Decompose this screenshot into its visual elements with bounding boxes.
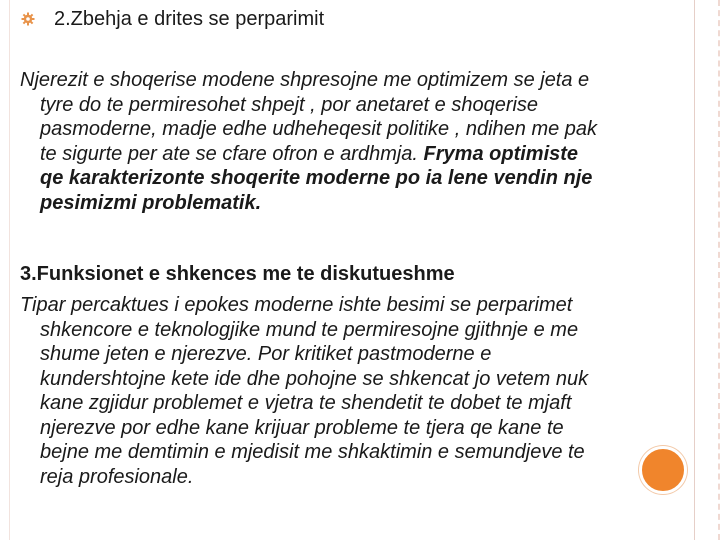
paragraph-line: kundershtojne kete ide dhe pohojne se shkencat jo vetem nuk bbox=[40, 367, 589, 390]
section-2-paragraph bbox=[20, 293, 710, 489]
paragraph-line bbox=[20, 142, 710, 167]
section-2-heading: 3.Funksionet e shkences me te diskutueshme bbox=[20, 263, 455, 285]
bold-emphasis-line: pesimizmi problematik. bbox=[40, 191, 262, 214]
paragraph-line: tyre do te permiresohet shpejt , por anetaret e shoqerise bbox=[40, 93, 539, 116]
bullet-heading bbox=[20, 7, 324, 31]
paragraph-line: shkencore e teknologjike mund te permiresojne gjithnje e me bbox=[40, 318, 579, 341]
paragraph-line: Njerezit e shoqerise modene shpresojne me optimizem se jeta e bbox=[20, 69, 590, 91]
paragraph-line: bejne me demtimin e mjedisit me shkaktimin e semundjeve te bbox=[40, 441, 585, 463]
paragraph-line: reja profesionale. bbox=[40, 465, 194, 488]
paragraph-line: Tipar percaktues i epokes moderne ishte besimi se perparimet bbox=[20, 294, 573, 316]
paragraph-line: kane zgjidur problemet e vjetra te shendetit te dobet te mjaft bbox=[40, 392, 572, 414]
left-frame-border bbox=[0, 0, 10, 540]
bold-emphasis-line: qe karakterizonte shoqerite moderne po ia lene vendin nje bbox=[40, 167, 593, 189]
decorative-orange-circle bbox=[639, 446, 687, 494]
paragraph-line-text: te sigurte per ate se cfare ofron e ardhmja. bbox=[40, 142, 424, 165]
paragraph-line: njerezve por edhe kane krijuar probleme te tjera qe kane te bbox=[40, 416, 564, 439]
paragraph-line: shume jeten e njerezve. Por kritiket pastmoderne e bbox=[40, 343, 492, 365]
section-1-paragraph bbox=[20, 68, 710, 215]
paragraph-line: pasmoderne, madje edhe udheheqesit politike , ndihen me pak bbox=[40, 118, 598, 140]
gear-bullet-icon bbox=[20, 11, 36, 27]
bold-emphasis: Fryma optimiste bbox=[423, 142, 579, 165]
bullet-heading-text: 2.Zbehja e drites se perparimit bbox=[54, 8, 325, 30]
